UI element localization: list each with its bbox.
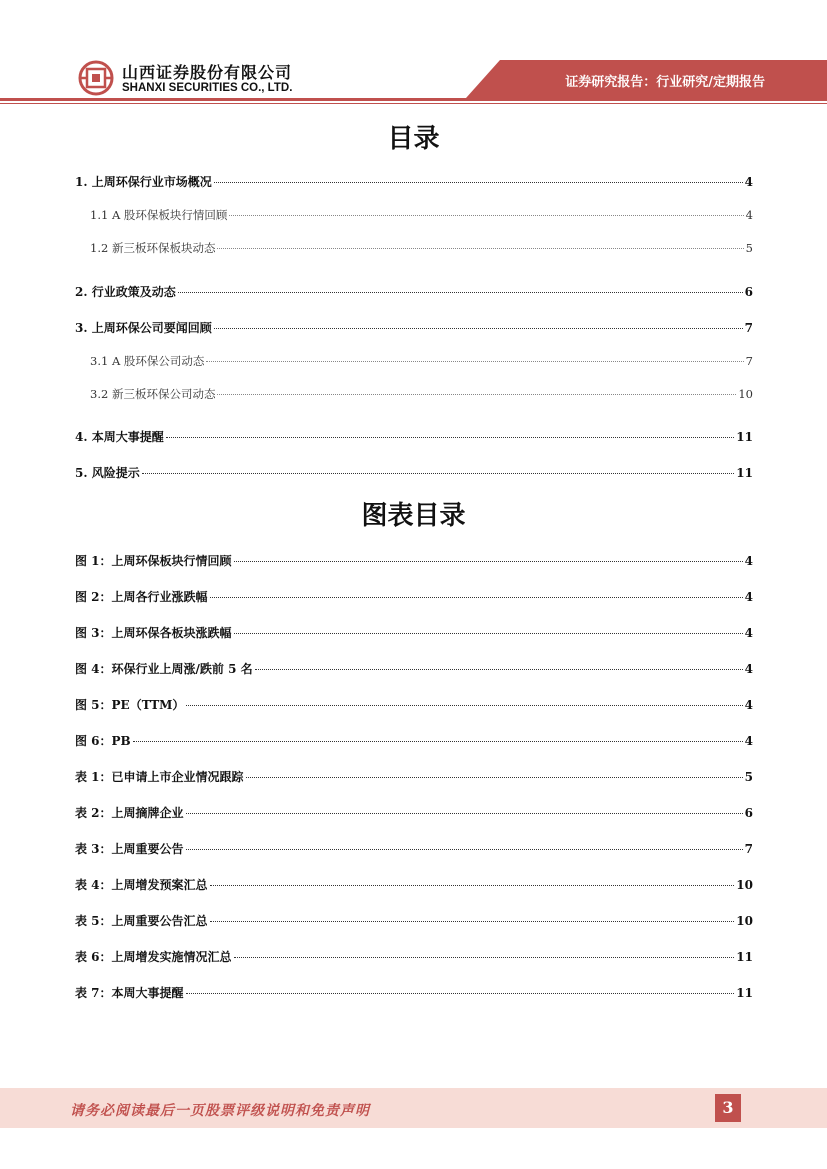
dot-leader <box>210 885 735 886</box>
figure-item[interactable] <box>75 840 753 857</box>
toc-item-page: 4 <box>745 208 753 222</box>
figure-item-label: 图 2：上周各行业涨跌幅 <box>75 590 208 604</box>
figure-item[interactable] <box>75 768 753 785</box>
figure-item-label: 表 6：上周增发实施情况汇总 <box>75 950 232 964</box>
figure-item[interactable] <box>75 876 753 893</box>
figure-item-page: 4 <box>744 734 753 748</box>
toc-item-label: 1.2 新三板环保板块动态 <box>90 241 216 255</box>
toc-item-label: 5. 风险提示 <box>75 466 140 480</box>
toc-item-page: 6 <box>744 285 753 299</box>
figure-item-page: 6 <box>744 806 753 820</box>
figure-item[interactable] <box>75 948 753 965</box>
dot-leader <box>214 328 743 329</box>
figure-item-page: 4 <box>744 698 753 712</box>
footer-disclaimer: 请务必阅读最后一页股票评级说明和免责声明 <box>70 1103 370 1119</box>
toc-item[interactable] <box>75 464 753 481</box>
dot-leader <box>217 394 736 395</box>
toc-item-page: 5 <box>745 241 753 255</box>
dot-leader <box>178 292 743 293</box>
toc-item[interactable] <box>75 319 753 336</box>
figure-item[interactable] <box>75 660 753 677</box>
toc-subitem[interactable] <box>90 386 753 402</box>
figure-item-page: 4 <box>744 662 753 676</box>
toc-item[interactable] <box>75 428 753 445</box>
toc-item-page: 11 <box>736 430 753 444</box>
page-number: 3 <box>715 1094 741 1122</box>
dot-leader <box>142 473 735 474</box>
toc-item-label: 3.2 新三板环保公司动态 <box>90 387 216 401</box>
figure-item[interactable] <box>75 624 753 641</box>
toc-item-page: 4 <box>744 175 753 189</box>
figure-item[interactable] <box>75 912 753 929</box>
figure-item-label: 图 4：环保行业上周涨/跌前 5 名 <box>75 662 253 676</box>
figure-item-label: 图 6：PB <box>75 734 131 748</box>
toc-item-page: 7 <box>744 321 753 335</box>
figure-item-label: 表 7：本周大事提醒 <box>75 986 184 1000</box>
dot-leader <box>229 215 743 216</box>
figure-item[interactable] <box>75 984 753 1001</box>
dot-leader <box>186 813 743 814</box>
toc-title: 目录 <box>387 124 440 154</box>
shanxi-securities-logo-icon <box>78 60 114 96</box>
dot-leader <box>186 705 742 706</box>
toc-item-label: 3.1 A 股环保公司动态 <box>90 354 205 368</box>
figures-title: 图表目录 <box>361 501 466 531</box>
figure-item-page: 4 <box>744 554 753 568</box>
dot-leader <box>234 561 743 562</box>
figure-item[interactable] <box>75 804 753 821</box>
toc-item-label: 1. 上周环保行业市场概况 <box>75 175 212 189</box>
figure-item-label: 表 4：上周增发预案汇总 <box>75 878 208 892</box>
figure-item-page: 7 <box>744 842 753 856</box>
figure-item-label: 图 5：PE（TTM） <box>75 698 185 712</box>
figure-item[interactable] <box>75 552 753 569</box>
toc-item-page: 7 <box>745 354 753 368</box>
company-name-en: SHANXI SECURITIES CO., LTD. <box>122 82 293 94</box>
figure-item-label: 表 2：上周摘牌企业 <box>75 806 184 820</box>
figure-item-label: 表 1：已申请上市企业情况跟踪 <box>75 770 244 784</box>
toc-item-label: 1.1 A 股环保板块行情回顾 <box>90 208 228 222</box>
toc-item-label: 3. 上周环保公司要闻回顾 <box>75 321 212 335</box>
toc-item[interactable] <box>75 173 753 190</box>
header-divider <box>0 98 827 101</box>
figure-item-label: 图 1：上周环保板块行情回顾 <box>75 554 232 568</box>
toc-item[interactable] <box>75 283 753 300</box>
figure-item-label: 表 3：上周重要公告 <box>75 842 184 856</box>
figure-item[interactable] <box>75 732 753 749</box>
company-name-cn: 山西证券股份有限公司 <box>122 63 293 82</box>
header-divider-thin <box>0 103 827 104</box>
toc-item-label: 4. 本周大事提醒 <box>75 430 164 444</box>
toc-item-label: 2. 行业政策及动态 <box>75 285 176 299</box>
figure-item-page: 11 <box>736 986 753 1000</box>
figure-item-page: 11 <box>736 950 753 964</box>
figure-item-label: 表 5：上周重要公告汇总 <box>75 914 208 928</box>
dot-leader <box>246 777 743 778</box>
dot-leader <box>186 849 743 850</box>
figure-item-page: 4 <box>744 590 753 604</box>
toc-subitem[interactable] <box>90 353 753 369</box>
dot-leader <box>255 669 743 670</box>
dot-leader <box>214 182 743 183</box>
figure-item-page: 4 <box>744 626 753 640</box>
dot-leader <box>217 248 743 249</box>
figure-item-label: 图 3：上周环保各板块涨跌幅 <box>75 626 232 640</box>
toc-item-page: 11 <box>736 466 753 480</box>
dot-leader <box>206 361 743 362</box>
dot-leader <box>234 633 743 634</box>
report-type-label: 证券研究报告：行业研究/定期报告 <box>565 75 765 90</box>
dot-leader <box>234 957 735 958</box>
toc-subitem[interactable] <box>90 207 753 223</box>
dot-leader <box>133 741 743 742</box>
figure-item[interactable] <box>75 588 753 605</box>
dot-leader <box>166 437 735 438</box>
dot-leader <box>210 921 735 922</box>
toc-subitem[interactable] <box>90 240 753 256</box>
figure-item-page: 5 <box>744 770 753 784</box>
toc-item-page: 10 <box>738 387 753 401</box>
dot-leader <box>186 993 735 994</box>
page-header <box>0 0 827 112</box>
figure-item[interactable] <box>75 696 753 713</box>
figure-item-page: 10 <box>736 878 753 892</box>
dot-leader <box>210 597 743 598</box>
figure-item-page: 10 <box>736 914 753 928</box>
